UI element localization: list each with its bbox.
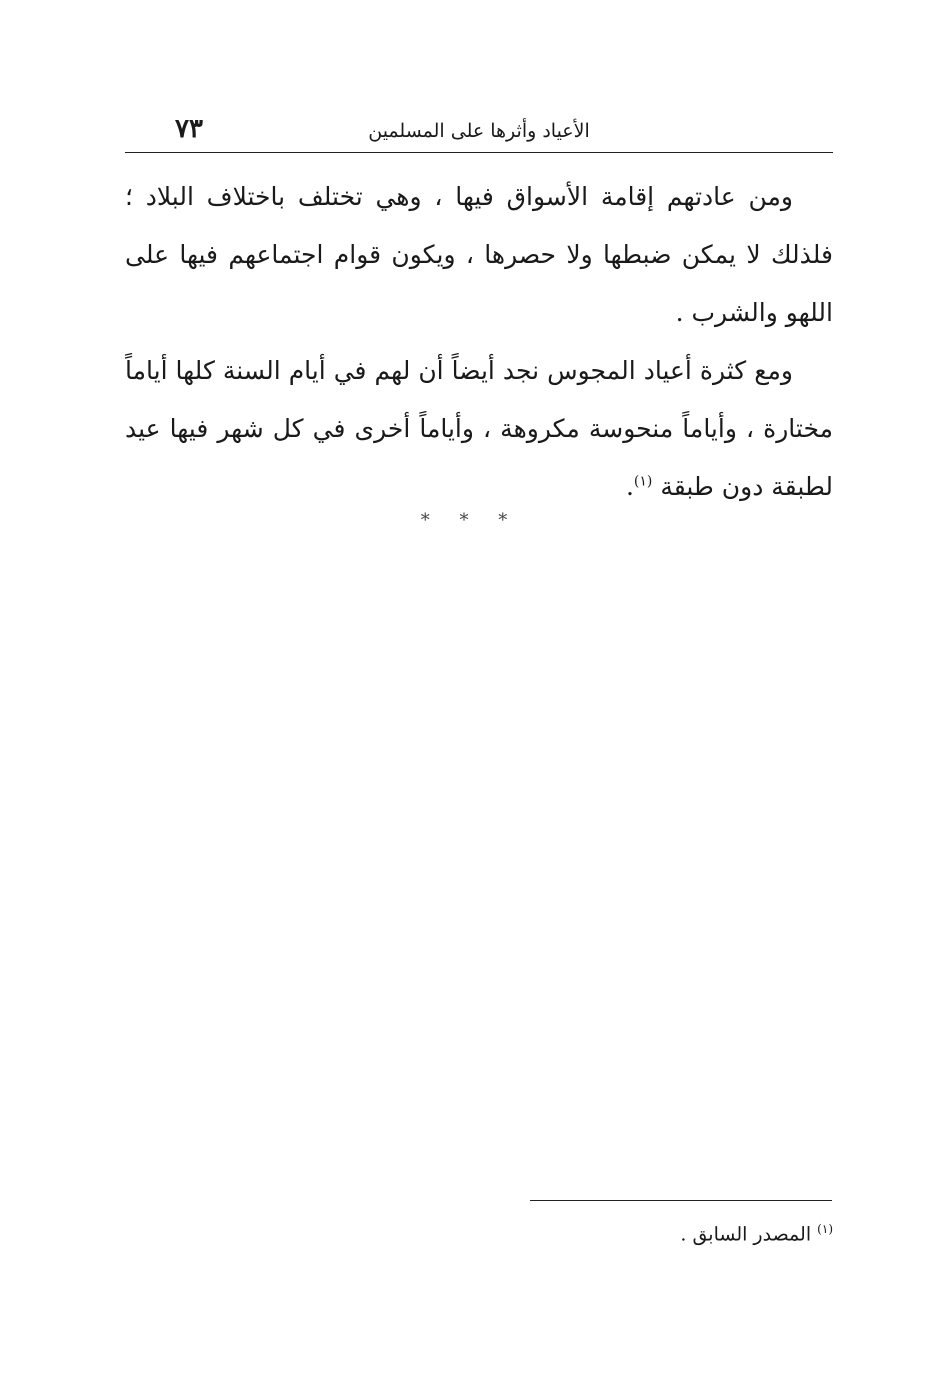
footnote-reference[interactable]: (١) bbox=[633, 473, 653, 490]
paragraph-2-end: . bbox=[625, 472, 634, 501]
body-text bbox=[125, 168, 833, 516]
paragraph-2 bbox=[125, 342, 833, 516]
running-header bbox=[125, 112, 833, 153]
footnote-marker: (١) bbox=[817, 1222, 833, 1236]
footnote-text: المصدر السابق . bbox=[680, 1223, 812, 1246]
paragraph-2-text: ومع كثرة أعياد المجوس نجد أيضاً أن لهم في أيام السنة كلها أياماً مختارة ، وأياماً منحوسة مكروهة ، وأياماً أخرى في كل شهر فيها عيد لطبقة دون طبقة bbox=[125, 356, 833, 501]
paragraph-1 bbox=[125, 168, 833, 342]
header-title: الأعياد وأثرها على المسلمين bbox=[368, 120, 590, 142]
page-number: ٧٣ bbox=[175, 114, 203, 144]
footnote-1 bbox=[125, 1222, 833, 1245]
paragraph-1-text: ومن عادتهم إقامة الأسواق فيها ، وهي تختلف باختلاف البلاد ؛ فلذلك لا يمكن ضبطها ولا حصرها ، ويكون قوام اجتماعهم فيها على اللهو والشرب . bbox=[125, 182, 833, 327]
footnote-divider bbox=[530, 1200, 832, 1201]
section-separator: * * * bbox=[420, 510, 520, 531]
